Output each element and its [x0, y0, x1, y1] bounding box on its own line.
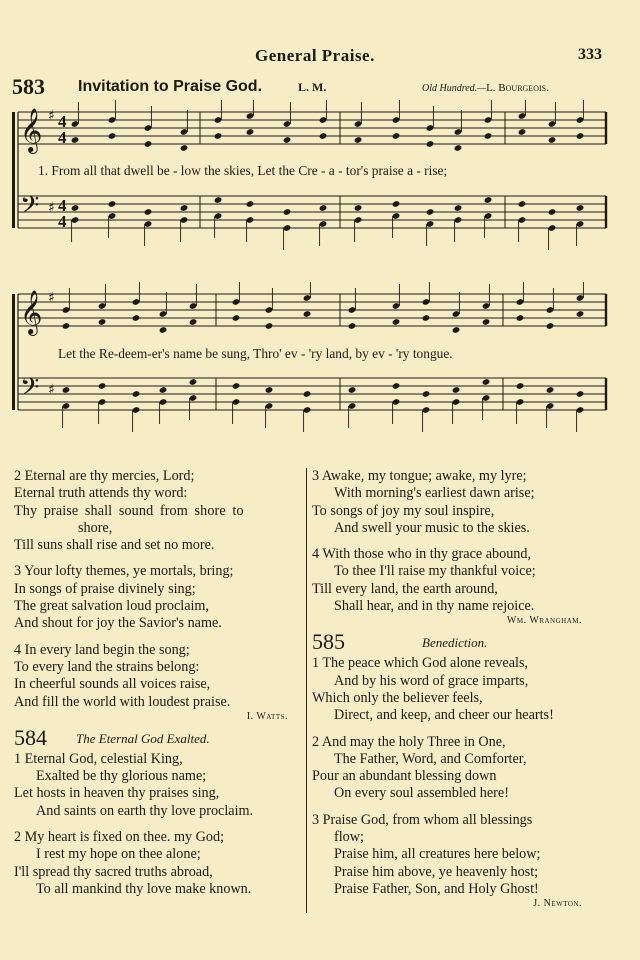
note-head	[576, 204, 585, 212]
note-head	[454, 144, 463, 152]
note-head	[422, 314, 431, 322]
hymn-585-verse-1: 1 The peace which God alone reveals, And by his word of grace imparts, Which only the believer feels, Direct, and keep, and cheer our hearts!	[312, 655, 554, 724]
note-head	[548, 208, 557, 216]
note-head	[319, 204, 328, 212]
hymn-584-verse-2: 2 My heart is fixed on thee. my God; I rest my hope on thee alone; I'll spread thy sacred truths abroad, To all mankind thy love make known.	[14, 829, 252, 897]
page-number: 333	[578, 46, 602, 63]
note-head	[283, 208, 292, 216]
lyric-line-1: 1. From all that dwell be - low the skies, Let the Cre - a - tor's praise a - rise;	[38, 163, 448, 178]
note-head	[159, 386, 168, 394]
hymn-number: 583	[12, 74, 45, 99]
note-head	[454, 204, 463, 212]
hymn-meter: L. M.	[298, 80, 327, 94]
time-signature-top: 4	[58, 196, 67, 215]
note-head	[98, 382, 107, 390]
note-head	[452, 386, 461, 394]
note-head	[319, 132, 328, 140]
note-head	[303, 310, 312, 318]
note-head	[62, 322, 71, 330]
hymn-583-verse-3-right: 3 Awake, my tongue; awake, my lyre; With morning's earliest dawn arise; To songs of joy my soul inspire, And swell your music to the skies.	[312, 468, 535, 536]
note-head	[144, 208, 153, 216]
note-head	[214, 196, 223, 204]
note-head	[108, 132, 117, 140]
hymn-583-heading	[12, 74, 632, 100]
note-head	[482, 378, 491, 386]
sharp-icon: ♯	[48, 108, 55, 124]
time-signature-bottom: 4	[58, 128, 67, 147]
note-head	[576, 132, 585, 140]
note-head	[71, 136, 80, 144]
author-newton: J. Newton.	[533, 898, 582, 910]
note-head	[132, 314, 141, 322]
note-head	[576, 390, 585, 398]
note-head	[426, 140, 435, 148]
note-head	[62, 386, 71, 394]
hymn-585-verse-2: 2 And may the holy Three in One, The Father, Word, and Comforter, Pour an abundant blessing down On every soul assembled here!	[312, 733, 527, 802]
note-head	[348, 322, 357, 330]
bass-clef-icon: 𝄢	[20, 191, 40, 226]
note-head	[214, 132, 223, 140]
author-watts: I. Watts.	[246, 710, 288, 722]
note-head	[516, 382, 525, 390]
composer: L. Bourgeois.	[486, 82, 549, 94]
note-head	[518, 200, 527, 208]
note-head	[518, 128, 527, 136]
hymn-number: 584	[14, 724, 47, 750]
note-head	[576, 310, 585, 318]
system-bracket	[12, 294, 15, 410]
note-head	[392, 382, 401, 390]
system-bracket	[12, 112, 15, 228]
note-head	[246, 200, 255, 208]
note-head	[484, 132, 493, 140]
note-head	[180, 204, 189, 212]
hymn-583-verse-4-right: 4 With those who in thy grace abound, To thee I'll raise my thankful voice; Till every land, the earth around, Shall hear, and in thy name rejoice.	[312, 546, 536, 615]
note-head	[265, 322, 274, 330]
hymn-585-heading	[312, 631, 612, 655]
sharp-icon: ♯	[48, 290, 55, 306]
note-head	[303, 390, 312, 398]
hymn-title: Invitation to Praise God.	[78, 78, 263, 95]
treble-clef-icon: 𝄞	[20, 290, 43, 334]
hymn-584-verse-1: 1 Eternal God, celestial King, Exalted be thy glorious name; Let hosts in heaven thy praises sing, And saints on earth thy love proclaim.	[14, 750, 254, 819]
note-head	[108, 200, 117, 208]
note-head	[189, 318, 198, 326]
left-column	[14, 468, 304, 898]
music-system-1	[0, 100, 640, 260]
hymn-title: The Eternal God Exalted.	[76, 730, 210, 746]
note-head	[452, 326, 461, 334]
time-signature-bottom: 4	[58, 212, 67, 231]
note-head	[392, 132, 401, 140]
lyric-line-2: Let the Re-deem-er's name be sung, Thro' ev - 'ry land, by ev - 'ry tongue.	[58, 346, 453, 361]
note-head	[232, 382, 241, 390]
column-divider	[306, 468, 307, 913]
treble-clef-icon: 𝄞	[20, 108, 43, 152]
note-head	[159, 326, 168, 334]
note-head	[548, 136, 557, 144]
music-system-2	[0, 282, 640, 442]
note-head	[246, 128, 255, 136]
note-head	[354, 136, 363, 144]
hymn-583-verse-3: 3 Your lofty themes, ye mortals, bring; In songs of praise divinely sing; The great salvation loud proclaim, And shout for joy the Savior's name.	[14, 563, 234, 632]
note-head	[392, 318, 401, 326]
author-wrangham: Wm. Wrangham.	[506, 615, 582, 627]
tune-name: Old Hundred.—L. Bourgeois.	[422, 82, 549, 94]
note-head	[354, 204, 363, 212]
note-head	[132, 390, 141, 398]
note-head	[422, 390, 431, 398]
note-head	[98, 318, 107, 326]
note-head	[189, 378, 198, 386]
note-head	[180, 144, 189, 152]
page-header	[0, 46, 640, 76]
right-column	[312, 468, 612, 910]
hymn-585-verse-3: 3 Praise God, from whom all blessings flow; Praise him, all creatures here below; Praise him above, ye heavenly host; Praise Father, Son, and Holy Ghost!	[312, 811, 541, 897]
sharp-icon: ♯	[48, 382, 55, 398]
hymn-title: Benediction.	[422, 635, 488, 651]
note-head	[144, 140, 153, 148]
note-head	[482, 318, 491, 326]
note-head	[392, 200, 401, 208]
hymn-584-heading	[14, 724, 304, 751]
hymn-number: 585	[312, 629, 345, 655]
note-head	[426, 208, 435, 216]
hymn-583-verse-4: 4 In every land begin the song; To every land the strains belong: In cheerful sounds all voices raise, And fill the world with loudest praise.	[14, 641, 231, 710]
hymn-583-verse-2: 2 Eternal are thy mercies, Lord; Eternal truth attends thy word: Thy praise shall sound from shore to shore, Till suns shall rise and set no more.	[14, 468, 244, 554]
note-head	[516, 314, 525, 322]
note-head	[71, 204, 80, 212]
note-head	[484, 196, 493, 204]
note-head	[283, 136, 292, 144]
note-head	[546, 386, 555, 394]
note-head	[232, 314, 241, 322]
note-head	[348, 386, 357, 394]
bass-clef-icon: 𝄢	[20, 373, 40, 408]
note-head	[265, 386, 274, 394]
note-head	[546, 322, 555, 330]
section-title: General Praise.	[255, 46, 375, 65]
sharp-icon: ♯	[48, 200, 55, 216]
time-signature-top: 4	[58, 112, 67, 131]
